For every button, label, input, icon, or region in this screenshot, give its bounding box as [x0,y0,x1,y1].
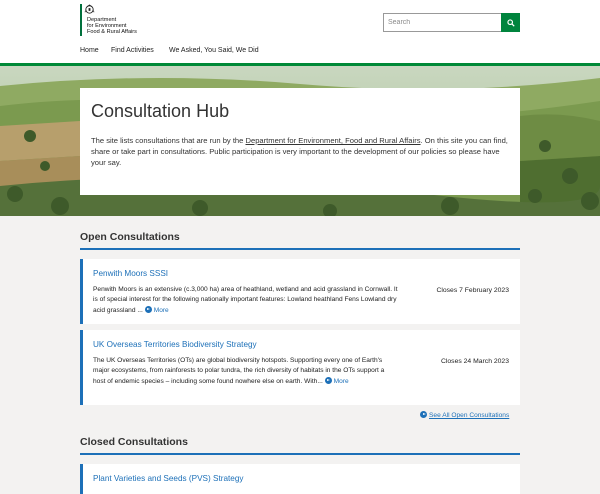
closed-consultations-heading: Closed Consultations [80,436,188,448]
arrow-circle-icon [420,411,427,418]
see-all-open-link[interactable]: See All Open Consultations [420,411,509,419]
consultation-card [80,330,520,405]
search-icon [507,19,515,27]
closing-date: Closes 24 March 2023 [440,358,509,365]
section-divider [80,453,520,455]
more-link[interactable]: More [145,307,169,314]
open-consultations-heading: Open Consultations [80,231,180,243]
arrow-circle-icon [325,377,332,384]
section-divider [80,248,520,250]
defra-link[interactable]: Department for Environment, Food and Rural Affairs [245,136,421,145]
search-form [383,13,520,32]
page-title: Consultation Hub [91,101,230,121]
defra-logo[interactable] [80,4,137,36]
nav-home[interactable]: Home [80,47,99,54]
consultation-card [80,464,520,494]
search-input[interactable] [383,13,501,32]
hero-banner [0,66,600,216]
consultation-description: The UK Overseas Territories (OTs) are global biodiversity hotspots. Supporting every one of Earth's major ecosystems, from rainforests to polar tundra, the rich diversity of habitats in the OTs support a host of endemic species – including some found nowhere else on earth. With... More [93,357,385,385]
hero-description: The site lists consultations that are run by the Department for Environment, Food and Rural Affairs. On this site you can find, share or take part in consultations. Public participation is very important to the development of our policies so please have your say. [91,136,508,167]
consultation-title-link[interactable]: UK Overseas Territories Biodiversity Strategy [93,340,257,349]
more-link[interactable]: More [325,378,349,385]
nav-find-activities[interactable]: Find Activities [111,47,154,54]
consultation-description: Penwith Moors is an extensive (c.3,000 ha) area of heathland, wetland and acid grassland in Cornwall. It is of special interest for the following nationally important features: Lowland heathland Fens Lowland dry acid grassland ... More [93,286,398,314]
consultation-card [80,259,520,324]
closing-date: Closes 7 February 2023 [436,287,509,294]
consultation-title-link[interactable]: Plant Varieties and Seeds (PVS) Strategy [93,474,244,483]
hero-card [80,88,520,195]
arrow-circle-icon [145,306,152,313]
department-name: Department for Environment Food & Rural Affairs [87,17,137,36]
main-nav [0,42,600,64]
nav-we-asked[interactable]: We Asked, You Said, We Did [169,47,259,54]
site-header [0,0,600,42]
royal-crest-icon [84,4,95,15]
consultation-title-link[interactable]: Penwith Moors SSSI [93,269,169,278]
search-button[interactable] [501,13,520,32]
